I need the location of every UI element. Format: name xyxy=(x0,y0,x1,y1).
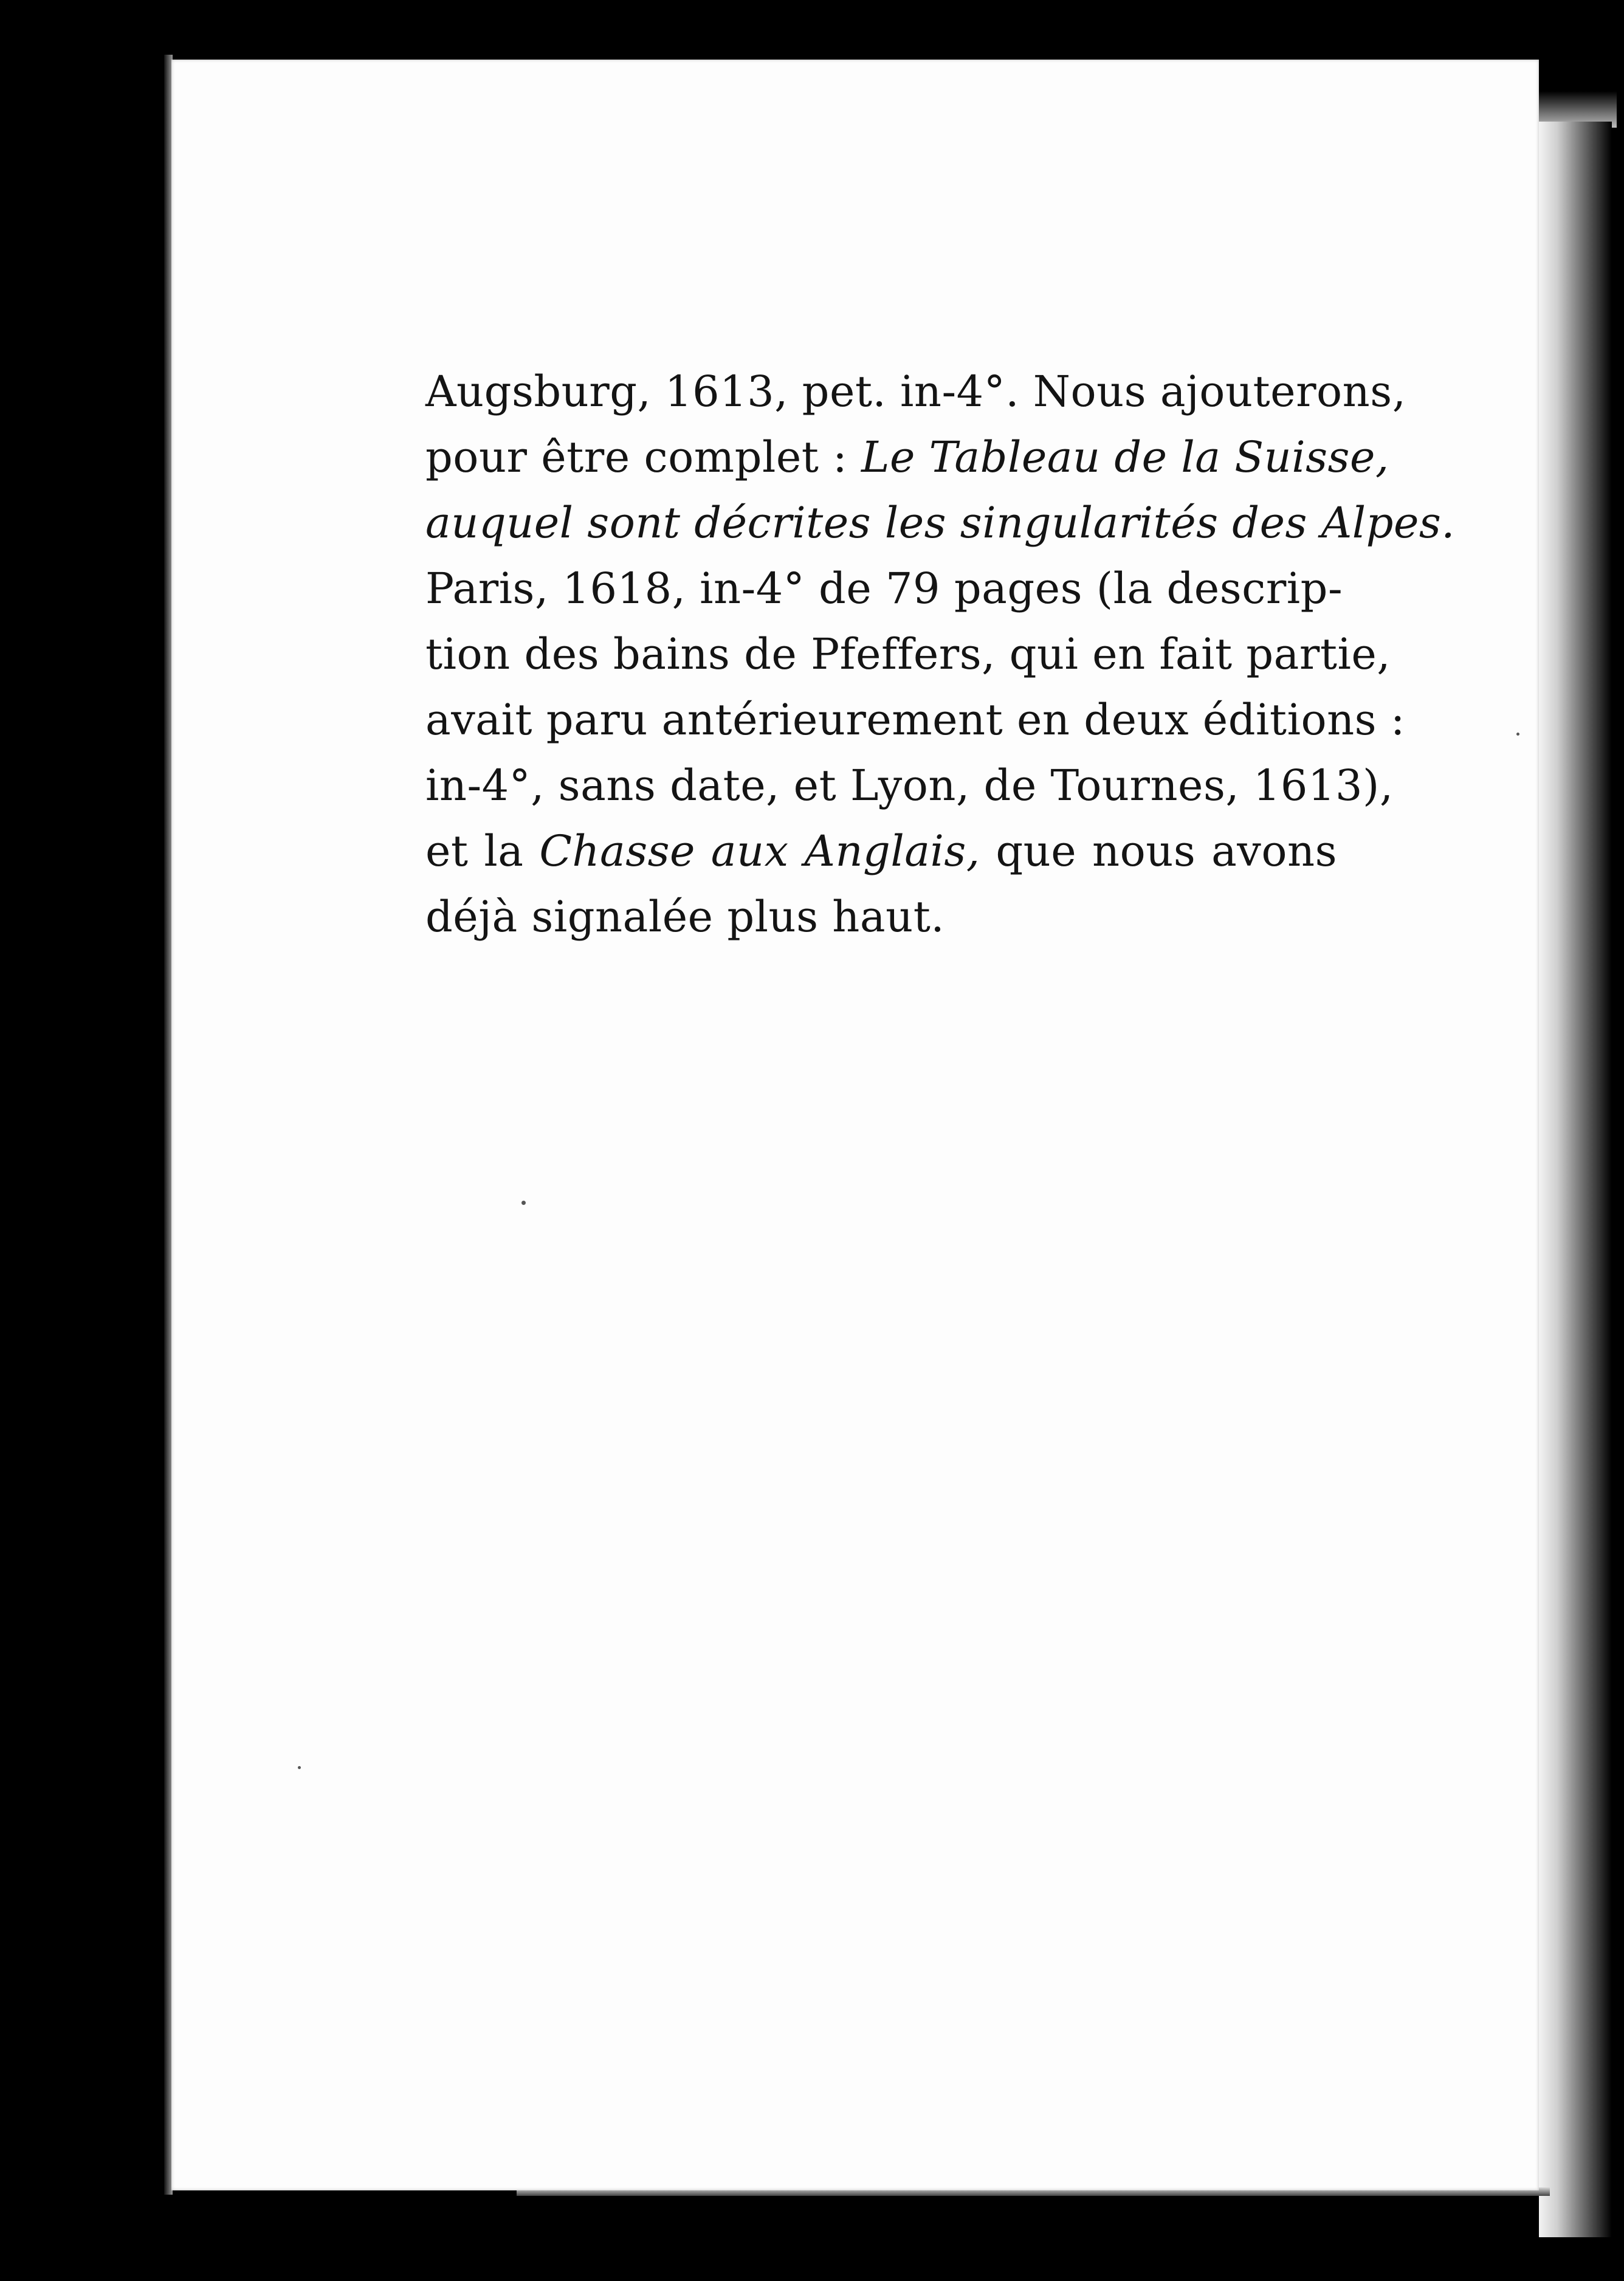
text-segment: in-4°, sans date, et Lyon, de Tournes, 1613), xyxy=(425,761,1394,810)
text-line xyxy=(425,556,1343,621)
text-line xyxy=(425,884,1337,950)
italic-title-segment: Le Tableau de la Suisse, xyxy=(861,432,1389,482)
text-line xyxy=(425,424,1389,490)
text-line xyxy=(425,687,1405,753)
scan-speck xyxy=(298,1766,301,1769)
text-line xyxy=(425,621,1391,687)
text-line xyxy=(425,818,1337,884)
text-segment: que nous avons xyxy=(980,826,1337,876)
text-segment: Augsburg, 1613, pet. in-4°. Nous ajouterons, xyxy=(425,367,1406,416)
scan-speck xyxy=(1516,733,1519,736)
italic-title-segment: auquel sont décrites les singularités des Alpes. xyxy=(425,498,1456,548)
text-segment: et la xyxy=(425,826,540,876)
italic-title-segment: Chasse aux Anglais, xyxy=(539,826,980,876)
page-text-block xyxy=(425,359,1456,950)
text-segment: pour être complet : xyxy=(425,432,862,482)
text-line xyxy=(425,359,1406,424)
text-line xyxy=(425,753,1394,818)
scan-speck xyxy=(521,1201,526,1205)
text-line xyxy=(425,490,1456,556)
book-gutter-shadow xyxy=(1539,122,1612,2237)
text-segment: Paris, 1618, in-4° de 79 pages (la descrip- xyxy=(425,564,1343,613)
text-segment: avait paru antérieurement en deux éditions : xyxy=(425,695,1405,745)
text-segment: déjà signalée plus haut. xyxy=(425,892,945,942)
text-segment: tion des bains de Pfeffers, qui en fait partie, xyxy=(425,629,1391,679)
